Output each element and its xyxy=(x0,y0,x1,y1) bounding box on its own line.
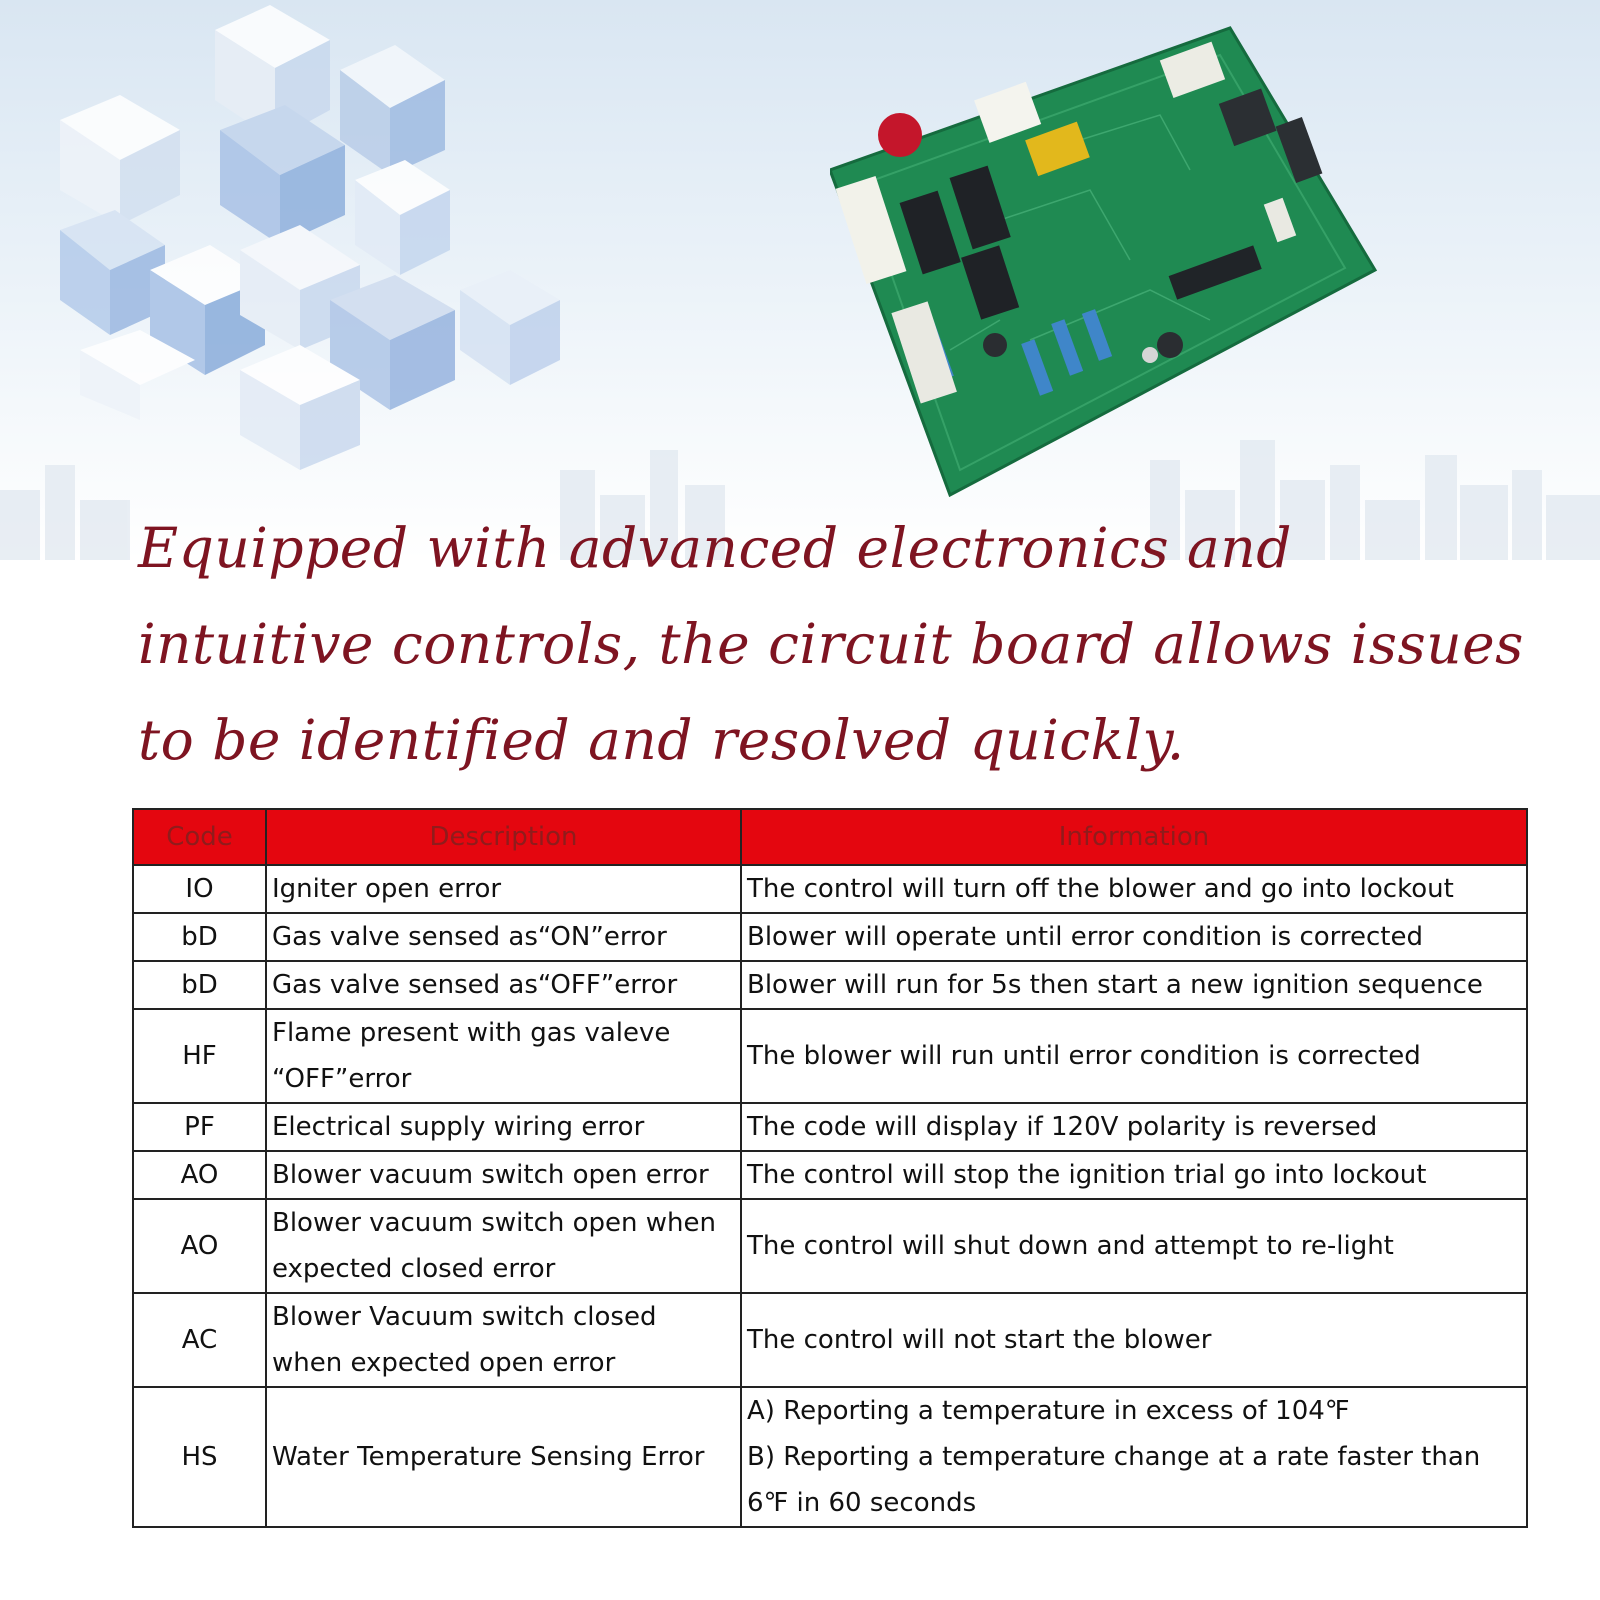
table-row xyxy=(133,865,1527,913)
table-row xyxy=(133,1009,1527,1103)
code-cell: AO xyxy=(133,1199,266,1293)
code-cell: HF xyxy=(133,1009,266,1103)
information-cell: The code will display if 120V polarity is reversed xyxy=(741,1103,1527,1151)
code-cell: bD xyxy=(133,913,266,961)
table-header-row xyxy=(133,809,1527,865)
code-cell: AO xyxy=(133,1151,266,1199)
information-cell: The control will not start the blower xyxy=(741,1293,1527,1387)
description-cell: Blower vacuum switch open when expected closed error xyxy=(266,1199,741,1293)
circuit-board-image xyxy=(830,20,1390,500)
information-cell: The control will shut down and attempt to re-light xyxy=(741,1199,1527,1293)
code-cell: HS xyxy=(133,1387,266,1527)
code-cell: PF xyxy=(133,1103,266,1151)
table-row xyxy=(133,1103,1527,1151)
table-row xyxy=(133,1293,1527,1387)
information-cell: The control will turn off the blower and go into lockout xyxy=(741,865,1527,913)
information-cell: Blower will run for 5s then start a new ignition sequence xyxy=(741,961,1527,1009)
header-information: Information xyxy=(741,809,1527,865)
headline-text: Equipped with advanced electronics and intuitive controls, the circuit board allows issues to be identified and resolved quickly. xyxy=(138,516,1524,772)
description-cell: Igniter open error xyxy=(266,865,741,913)
information-cell: A) Reporting a temperature in excess of 104℉ B) Reporting a temperature change at a rate faster than 6℉ in 60 seconds xyxy=(741,1387,1527,1527)
description-cell: Blower Vacuum switch closed when expected open error xyxy=(266,1293,741,1387)
cubes-graphic xyxy=(0,0,620,500)
description-cell: Flame present with gas valeve “OFF”error xyxy=(266,1009,741,1103)
description-cell: Electrical supply wiring error xyxy=(266,1103,741,1151)
information-cell: Blower will operate until error condition is corrected xyxy=(741,913,1527,961)
header-description: Description xyxy=(266,809,741,865)
code-cell: bD xyxy=(133,961,266,1009)
description-cell: Gas valve sensed as“OFF”error xyxy=(266,961,741,1009)
table-row xyxy=(133,1199,1527,1293)
description-cell: Gas valve sensed as“ON”error xyxy=(266,913,741,961)
information-cell: The blower will run until error condition is corrected xyxy=(741,1009,1527,1103)
table-row xyxy=(133,961,1527,1009)
table-row xyxy=(133,1387,1527,1527)
code-cell: IO xyxy=(133,865,266,913)
header-code: Code xyxy=(133,809,266,865)
table-row xyxy=(133,913,1527,961)
table-row xyxy=(133,1151,1527,1199)
description-cell: Water Temperature Sensing Error xyxy=(266,1387,741,1527)
description-cell: Blower vacuum switch open error xyxy=(266,1151,741,1199)
error-code-table xyxy=(132,808,1528,1528)
information-cell: The control will stop the ignition trial go into lockout xyxy=(741,1151,1527,1199)
code-cell: AC xyxy=(133,1293,266,1387)
